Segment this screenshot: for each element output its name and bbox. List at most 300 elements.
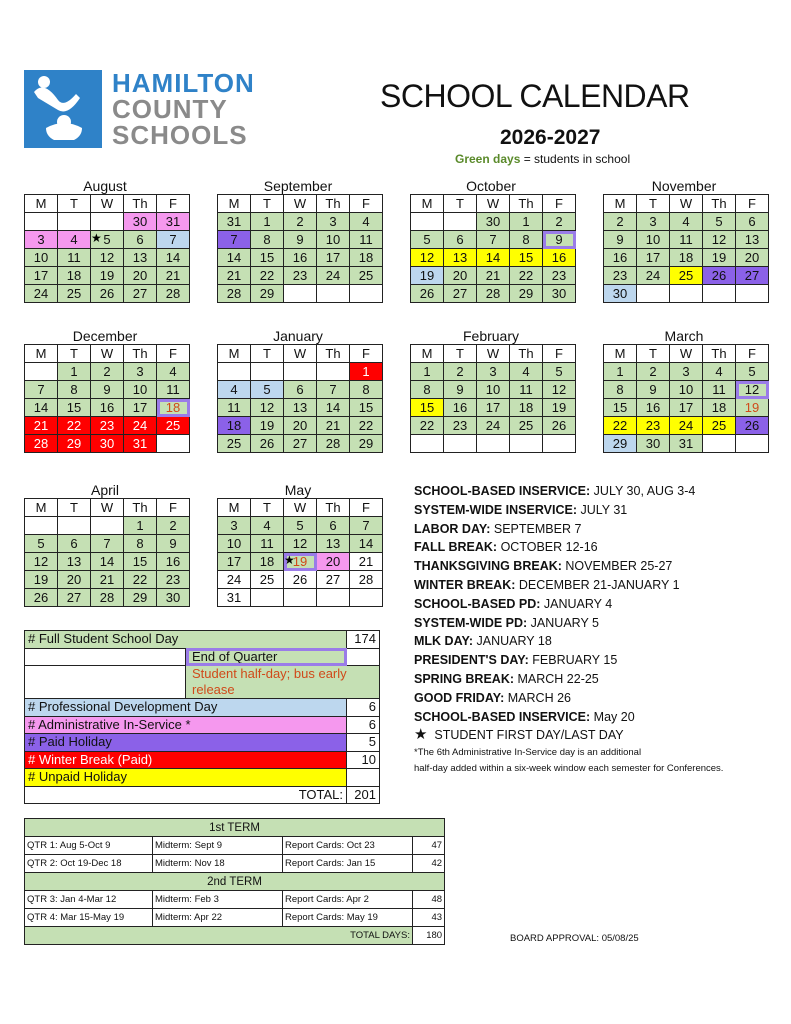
day-cell: 24 xyxy=(218,571,251,589)
legend-total-count: 201 xyxy=(347,786,380,804)
day-cell: 3 xyxy=(477,363,510,381)
legend-row-admin xyxy=(25,716,380,734)
quarter-dates: QTR 2: Oct 19-Dec 18 xyxy=(25,855,153,873)
week-row xyxy=(218,285,383,303)
weekday-label: W xyxy=(284,345,317,363)
event-date: MARCH 22-25 xyxy=(514,671,599,686)
day-cell: 17 xyxy=(670,399,703,417)
day-cell: 12 xyxy=(25,553,58,571)
day-cell: 31 xyxy=(670,435,703,453)
weekday-label: M xyxy=(218,195,251,213)
day-cell: 12 xyxy=(91,249,124,267)
day-cell: 23 xyxy=(91,417,124,435)
day-cell: 20 xyxy=(317,553,350,571)
weekday-label: Th xyxy=(510,195,543,213)
day-cell: 6 xyxy=(444,231,477,249)
month-name: October xyxy=(466,178,516,194)
event-name: THANKSGIVING BREAK: xyxy=(414,559,562,574)
day-cell: 3 xyxy=(670,363,703,381)
day-cell: 5 xyxy=(543,363,576,381)
day-cell: 20 xyxy=(58,571,91,589)
day-cell: 4 xyxy=(157,363,190,381)
weekday-label: Th xyxy=(703,345,736,363)
day-cell: 15 xyxy=(604,399,637,417)
day-cell: 19 xyxy=(251,417,284,435)
weekday-label: Th xyxy=(124,345,157,363)
day-cell: 21 xyxy=(477,267,510,285)
empty-cell xyxy=(91,517,124,535)
day-cell: 4 xyxy=(218,381,251,399)
weekday-label: F xyxy=(350,195,383,213)
month-grid xyxy=(24,344,190,453)
day-cell: 12 xyxy=(736,381,769,399)
total-days-label: TOTAL DAYS: xyxy=(25,927,413,945)
day-cell: ★ 5 xyxy=(91,231,124,249)
day-cell: 26 xyxy=(284,571,317,589)
legend-paid-count: 5 xyxy=(347,734,380,752)
week-row xyxy=(604,435,769,453)
first-last-day-item xyxy=(414,726,784,745)
weekday-header-row xyxy=(25,499,190,517)
legend-row-unpaid xyxy=(25,769,380,787)
day-cell: 1 xyxy=(350,363,383,381)
week-row xyxy=(218,535,383,553)
quarter-row xyxy=(25,855,445,873)
quarter-row xyxy=(25,909,445,927)
month-january xyxy=(217,328,379,453)
day-cell: 14 xyxy=(317,399,350,417)
day-cell: 28 xyxy=(317,435,350,453)
logo-text-line-2: COUNTY xyxy=(112,94,228,124)
week-row xyxy=(411,249,576,267)
event-name: GOOD FRIDAY: xyxy=(414,690,505,705)
day-cell: 18 xyxy=(251,553,284,571)
day-cell: 19 xyxy=(736,399,769,417)
day-cell: 23 xyxy=(157,571,190,589)
weekday-label: W xyxy=(284,499,317,517)
month-grid xyxy=(603,344,769,453)
legend-winter-label: # Winter Break (Paid) xyxy=(25,751,347,769)
weekday-label: W xyxy=(284,195,317,213)
week-row xyxy=(218,553,383,571)
empty-cell xyxy=(58,213,91,231)
day-cell: 8 xyxy=(411,381,444,399)
event-items xyxy=(414,482,784,726)
day-cell: 3 xyxy=(317,213,350,231)
week-row xyxy=(604,213,769,231)
total-days-value: 180 xyxy=(413,927,445,945)
week-row xyxy=(218,589,383,607)
event-item xyxy=(414,689,784,708)
weekday-label: M xyxy=(25,195,58,213)
month-grid xyxy=(410,344,576,453)
week-row xyxy=(218,363,383,381)
day-cell: 27 xyxy=(284,435,317,453)
event-date: JANUARY 4 xyxy=(540,596,613,611)
day-cell: 4 xyxy=(251,517,284,535)
day-cell: 25 xyxy=(58,285,91,303)
weekday-label: T xyxy=(58,345,91,363)
weekday-header-row xyxy=(218,345,383,363)
empty-cell xyxy=(477,435,510,453)
weekday-label: T xyxy=(58,195,91,213)
event-name: SYSTEM-WIDE PD: xyxy=(414,615,528,630)
day-cell: 11 xyxy=(703,381,736,399)
week-row xyxy=(604,267,769,285)
empty-cell xyxy=(637,285,670,303)
quarter-report-cards: Report Cards: Jan 15 xyxy=(283,855,413,873)
week-row xyxy=(25,589,190,607)
legend-eoq-count xyxy=(347,648,380,666)
month-march xyxy=(603,328,765,453)
event-name: LABOR DAY: xyxy=(414,521,491,536)
week-row xyxy=(218,399,383,417)
legend-admin-label: # Administrative In-Service * xyxy=(25,716,347,734)
day-cell: 4 xyxy=(670,213,703,231)
first-last-day-label: STUDENT FIRST DAY/LAST DAY xyxy=(434,728,624,743)
day-cell: 18 xyxy=(670,249,703,267)
weekday-header-row xyxy=(25,195,190,213)
event-item xyxy=(414,595,784,614)
empty-cell xyxy=(284,589,317,607)
week-row xyxy=(25,571,190,589)
day-cell: 16 xyxy=(543,249,576,267)
day-cell: 15 xyxy=(124,553,157,571)
day-cell: 7 xyxy=(350,517,383,535)
day-cell: 13 xyxy=(124,249,157,267)
day-cell: 3 xyxy=(637,213,670,231)
day-cell: 28 xyxy=(350,571,383,589)
day-cell: 2 xyxy=(604,213,637,231)
day-cell: 1 xyxy=(251,213,284,231)
empty-cell xyxy=(91,213,124,231)
event-item xyxy=(414,557,784,576)
day-cell: 3 xyxy=(124,363,157,381)
day-cell: 21 xyxy=(25,417,58,435)
month-grid xyxy=(217,194,383,303)
day-cell: 1 xyxy=(510,213,543,231)
week-row xyxy=(604,249,769,267)
day-cell: 11 xyxy=(510,381,543,399)
empty-cell xyxy=(25,517,58,535)
quarter-midterm: Midterm: Nov 18 xyxy=(153,855,283,873)
month-grid xyxy=(217,344,383,453)
weekday-label: Th xyxy=(317,499,350,517)
day-cell: 24 xyxy=(637,267,670,285)
weekday-label: M xyxy=(218,345,251,363)
week-row xyxy=(411,267,576,285)
weekday-label: W xyxy=(477,345,510,363)
week-row xyxy=(604,399,769,417)
day-cell: 5 xyxy=(411,231,444,249)
day-cell: 24 xyxy=(670,417,703,435)
legend-row-school xyxy=(25,631,380,649)
day-cell: 10 xyxy=(25,249,58,267)
week-row xyxy=(25,435,190,453)
day-cell: 28 xyxy=(157,285,190,303)
weekday-label: W xyxy=(91,499,124,517)
month-grid xyxy=(24,194,190,303)
legend-paid-label: # Paid Holiday xyxy=(25,734,347,752)
event-date: SEPTEMBER 7 xyxy=(490,521,582,536)
day-cell: 30 xyxy=(157,589,190,607)
legend-school-label: # Full Student School Day xyxy=(25,631,347,649)
weekday-label: Th xyxy=(124,499,157,517)
day-cell: 15 xyxy=(58,399,91,417)
day-cell: 3 xyxy=(218,517,251,535)
empty-cell xyxy=(444,435,477,453)
day-cell: 27 xyxy=(736,267,769,285)
quarter-midterm: Midterm: Sept 9 xyxy=(153,837,283,855)
board-approval: BOARD APPROVAL: 05/08/25 xyxy=(510,933,639,944)
logo-figure-icon xyxy=(24,70,102,148)
day-cell: 6 xyxy=(124,231,157,249)
day-cell: 16 xyxy=(91,399,124,417)
weekday-label: T xyxy=(444,345,477,363)
day-cell: 4 xyxy=(703,363,736,381)
day-cell: 4 xyxy=(58,231,91,249)
logo-text-line-1: HAMILTON xyxy=(112,68,255,98)
week-row xyxy=(25,535,190,553)
day-cell: 26 xyxy=(543,417,576,435)
legend-admin-count: 6 xyxy=(347,716,380,734)
event-date: NOVEMBER 25-27 xyxy=(561,559,673,574)
month-august xyxy=(24,178,186,303)
event-item xyxy=(414,501,784,520)
day-cell: 11 xyxy=(218,399,251,417)
star-icon: ★ xyxy=(414,726,428,744)
empty-cell xyxy=(350,589,383,607)
day-cell: 19 xyxy=(411,267,444,285)
day-cell: 12 xyxy=(411,249,444,267)
day-cell: 13 xyxy=(317,535,350,553)
day-cell: 17 xyxy=(218,553,251,571)
day-cell: 18 xyxy=(58,267,91,285)
day-cell: 25 xyxy=(703,417,736,435)
day-cell: 25 xyxy=(350,267,383,285)
quarter-report-cards: Report Cards: Oct 23 xyxy=(283,837,413,855)
empty-cell xyxy=(25,363,58,381)
day-cell: 9 xyxy=(604,231,637,249)
week-row xyxy=(218,267,383,285)
week-row xyxy=(25,417,190,435)
week-row xyxy=(411,363,576,381)
green-days-note xyxy=(455,152,630,166)
empty-cell xyxy=(703,435,736,453)
day-cell: 15 xyxy=(251,249,284,267)
legend-eoq-label: End of Quarter xyxy=(186,648,347,666)
day-cell: 26 xyxy=(251,435,284,453)
weekday-label: Th xyxy=(510,345,543,363)
quarter-row xyxy=(25,891,445,909)
day-cell: 28 xyxy=(25,435,58,453)
day-cell: 31 xyxy=(218,589,251,607)
legend-school-count: 174 xyxy=(347,631,380,649)
legend-row-paid xyxy=(25,734,380,752)
term-1-label: 1st TERM xyxy=(25,819,445,837)
empty-cell xyxy=(284,285,317,303)
weekday-label: F xyxy=(736,345,769,363)
day-cell: 7 xyxy=(218,231,251,249)
day-cell: 30 xyxy=(124,213,157,231)
weekday-label: T xyxy=(251,195,284,213)
day-cell: 16 xyxy=(157,553,190,571)
weekday-label: Th xyxy=(124,195,157,213)
day-cell: 28 xyxy=(477,285,510,303)
day-cell: 7 xyxy=(91,535,124,553)
day-cell: 1 xyxy=(58,363,91,381)
legend-row-half xyxy=(25,666,380,699)
important-dates-list xyxy=(414,482,784,777)
weekday-header-row xyxy=(25,345,190,363)
day-cell: 14 xyxy=(91,553,124,571)
day-cell: 26 xyxy=(703,267,736,285)
event-name: SCHOOL-BASED PD: xyxy=(414,596,541,611)
day-cell: 22 xyxy=(604,417,637,435)
week-row xyxy=(25,285,190,303)
day-cell: 28 xyxy=(218,285,251,303)
month-october xyxy=(410,178,572,303)
week-row xyxy=(604,231,769,249)
event-date: DECEMBER 21-JANUARY 1 xyxy=(515,577,680,592)
day-cell: 18 xyxy=(510,399,543,417)
day-cell: 31 xyxy=(124,435,157,453)
day-cell: 13 xyxy=(284,399,317,417)
day-cell: 12 xyxy=(251,399,284,417)
legend-table xyxy=(24,630,380,804)
weekday-header-row xyxy=(604,195,769,213)
term-1-header xyxy=(25,819,445,837)
day-cell: 24 xyxy=(317,267,350,285)
day-cell: 23 xyxy=(444,417,477,435)
week-row xyxy=(218,435,383,453)
event-name: SYSTEM-WIDE INSERVICE: xyxy=(414,502,577,517)
empty-cell xyxy=(411,213,444,231)
day-cell: 30 xyxy=(477,213,510,231)
month-grid xyxy=(410,194,576,303)
week-row xyxy=(25,213,190,231)
school-year: 2026-2027 xyxy=(500,126,601,149)
day-cell: 9 xyxy=(543,231,576,249)
day-cell: 19 xyxy=(543,399,576,417)
week-row xyxy=(25,399,190,417)
month-september xyxy=(217,178,379,303)
term-2-header xyxy=(25,873,445,891)
day-cell: 27 xyxy=(58,589,91,607)
quarter-days: 43 xyxy=(413,909,445,927)
day-cell: 22 xyxy=(251,267,284,285)
day-cell: 29 xyxy=(350,435,383,453)
week-row xyxy=(604,363,769,381)
weekday-label: F xyxy=(157,195,190,213)
day-cell: 7 xyxy=(317,381,350,399)
day-cell: 14 xyxy=(477,249,510,267)
day-cell: 23 xyxy=(604,267,637,285)
day-cell: 6 xyxy=(284,381,317,399)
day-cell: 22 xyxy=(58,417,91,435)
day-cell: 10 xyxy=(317,231,350,249)
terms-table xyxy=(24,818,445,945)
day-cell: 13 xyxy=(444,249,477,267)
day-cell: 23 xyxy=(284,267,317,285)
day-cell: 24 xyxy=(25,285,58,303)
week-row xyxy=(218,517,383,535)
day-cell: 13 xyxy=(58,553,91,571)
weekday-label: M xyxy=(25,499,58,517)
day-cell: 7 xyxy=(25,381,58,399)
weekday-label: M xyxy=(218,499,251,517)
weekday-label: M xyxy=(604,345,637,363)
day-cell: 14 xyxy=(350,535,383,553)
legend-row-pd xyxy=(25,699,380,717)
day-cell: 6 xyxy=(317,517,350,535)
day-cell: 2 xyxy=(444,363,477,381)
day-cell: 12 xyxy=(284,535,317,553)
empty-cell xyxy=(444,213,477,231)
month-april xyxy=(24,482,186,607)
day-cell: 21 xyxy=(91,571,124,589)
day-cell: 14 xyxy=(25,399,58,417)
day-cell: 31 xyxy=(157,213,190,231)
legend-row-winter xyxy=(25,751,380,769)
event-item xyxy=(414,651,784,670)
weekday-label: W xyxy=(477,195,510,213)
weekday-label: F xyxy=(157,345,190,363)
day-cell: 19 xyxy=(25,571,58,589)
quarter-dates: QTR 1: Aug 5-Oct 9 xyxy=(25,837,153,855)
weekday-label: M xyxy=(604,195,637,213)
day-cell: 22 xyxy=(350,417,383,435)
day-cell: 22 xyxy=(124,571,157,589)
legend-row-eoq xyxy=(25,648,380,666)
weekday-label: F xyxy=(736,195,769,213)
weekday-label: M xyxy=(411,345,444,363)
event-date: JANUARY 18 xyxy=(473,634,552,649)
event-name: SCHOOL-BASED INSERVICE: xyxy=(414,484,591,498)
quarter-days: 47 xyxy=(413,837,445,855)
day-cell: 5 xyxy=(25,535,58,553)
event-name: FALL BREAK: xyxy=(414,540,498,555)
day-cell: 25 xyxy=(670,267,703,285)
weekday-label: T xyxy=(251,499,284,517)
event-date: May 20 xyxy=(590,709,635,724)
quarter-days: 42 xyxy=(413,855,445,873)
weekday-label: F xyxy=(350,345,383,363)
district-logo xyxy=(24,70,284,148)
weekday-label: W xyxy=(670,345,703,363)
week-row xyxy=(411,399,576,417)
empty-cell xyxy=(703,285,736,303)
day-cell: 22 xyxy=(510,267,543,285)
day-cell: 8 xyxy=(510,231,543,249)
event-date: MARCH 26 xyxy=(504,690,571,705)
day-cell: 12 xyxy=(543,381,576,399)
weekday-label: T xyxy=(637,195,670,213)
day-cell: 31 xyxy=(218,213,251,231)
day-cell: 29 xyxy=(124,589,157,607)
day-cell: 2 xyxy=(637,363,670,381)
day-cell: 9 xyxy=(444,381,477,399)
day-cell: 15 xyxy=(510,249,543,267)
month-name: September xyxy=(263,178,333,194)
week-row xyxy=(218,249,383,267)
weekday-label: F xyxy=(543,195,576,213)
empty-cell xyxy=(411,435,444,453)
weekday-label: T xyxy=(251,345,284,363)
week-row xyxy=(411,213,576,231)
day-cell: 17 xyxy=(477,399,510,417)
day-cell: 10 xyxy=(637,231,670,249)
